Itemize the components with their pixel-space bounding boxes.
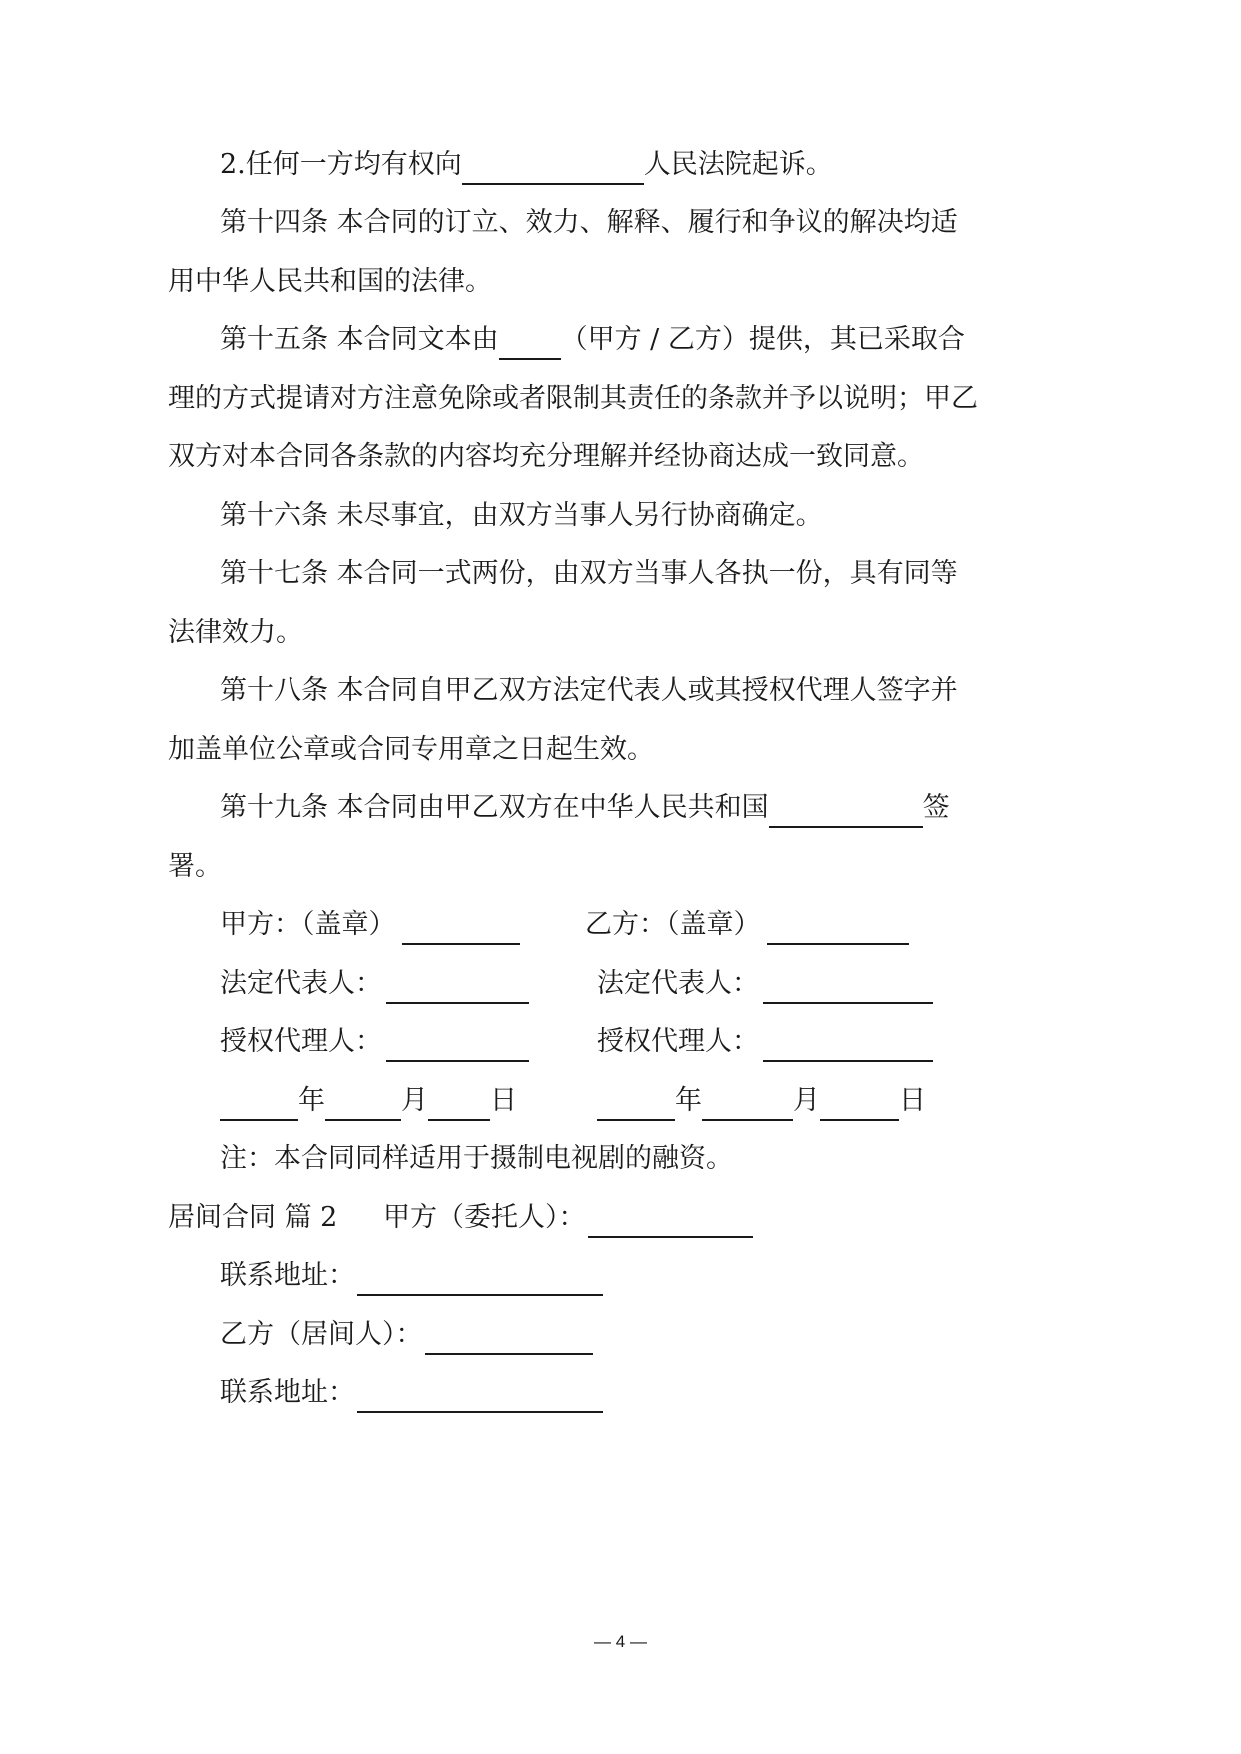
party-a-agent-label: 授权代理人：: [220, 1026, 382, 1057]
party-b-legal-rep-label: 法定代表人：: [597, 968, 759, 999]
party-a-year-blank: [220, 1081, 298, 1121]
contract-2-party-b-line: [220, 1315, 593, 1355]
party-a-day-label: 日: [490, 1085, 517, 1116]
item-2-suffix: 人民法院起诉。: [643, 149, 833, 180]
party-a-month-blank: [325, 1081, 401, 1121]
contract-2-address-b-label: 联系地址：: [220, 1377, 355, 1408]
party-a-seal-label: 甲方：（盖章）: [220, 909, 396, 940]
party-a-seal-blank: [402, 905, 520, 945]
article-18-line-1: 第十八条 本合同自甲乙双方法定代表人或其授权代理人签字并: [220, 675, 958, 706]
party-b-seal-blank: [767, 905, 909, 945]
party-b-seal-label: 乙方：（盖章）: [585, 909, 761, 940]
court-blank: [462, 145, 644, 185]
party-a-date-line: [220, 1081, 517, 1121]
contract-2-party-a-line: [383, 1198, 753, 1238]
note: 注：本合同同样适用于摄制电视剧的融资。: [220, 1143, 733, 1174]
contract-2-address-a-label: 联系地址：: [220, 1260, 355, 1291]
article-18-line-2: 加盖单位公章或合同专用章之日起生效。: [168, 734, 654, 765]
article-15-prefix: 第十五条 本合同文本由: [220, 324, 499, 355]
party-a-legal-rep-line: [220, 964, 529, 1004]
party-a-legal-rep-label: 法定代表人：: [220, 968, 382, 999]
article-14-line-1: 第十四条 本合同的订立、效力、解释、履行和争议的解决均适: [220, 207, 958, 238]
party-a-day-blank: [428, 1081, 490, 1121]
article-15-line-1: [220, 320, 965, 360]
party-b-date-line: [597, 1081, 926, 1121]
party-a-agent-line: [220, 1022, 529, 1062]
party-b-seal-line: [585, 905, 909, 945]
contract-2-title: 居间合同 篇 2: [168, 1202, 338, 1233]
article-19-suffix: 签: [922, 792, 950, 823]
article-16: 第十六条 未尽事宜，由双方当事人另行协商确定。: [220, 500, 823, 531]
party-b-day-blank: [820, 1081, 899, 1121]
item-2-prefix: 2.任何一方均有权向: [220, 149, 462, 180]
article-19-line-2: 署。: [168, 851, 222, 882]
article-19-line-1: [220, 788, 950, 828]
party-b-month-label: 月: [793, 1085, 820, 1116]
party-a-year-label: 年: [298, 1085, 325, 1116]
signing-place-blank: [769, 788, 923, 828]
party-a-legal-rep-blank: [386, 964, 529, 1004]
contract-2-party-a-label: 甲方（委托人）：: [383, 1202, 586, 1233]
article-19-prefix: 第十九条 本合同由甲乙双方在中华人民共和国: [220, 792, 769, 823]
provider-blank: [499, 320, 561, 360]
article-15-suffix: （甲方 / 乙方）提供，其已采取合: [560, 324, 965, 355]
contract-2-party-b-blank: [425, 1315, 593, 1355]
contract-2-address-a-line: [220, 1256, 603, 1296]
party-b-year-blank: [597, 1081, 675, 1121]
party-a-seal-line: [220, 905, 520, 945]
party-b-agent-line: [597, 1022, 933, 1062]
party-b-legal-rep-line: [597, 964, 933, 1004]
party-b-year-label: 年: [675, 1085, 702, 1116]
article-14-line-2: 用中华人民共和国的法律。: [168, 266, 492, 297]
party-b-agent-label: 授权代理人：: [597, 1026, 759, 1057]
article-17-line-1: 第十七条 本合同一式两份，由双方当事人各执一份，具有同等: [220, 558, 958, 589]
party-a-month-label: 月: [401, 1085, 428, 1116]
contract-2-party-a-blank: [588, 1198, 753, 1238]
article-15-line-2: 理的方式提请对方注意免除或者限制其责任的条款并予以说明；甲乙: [168, 383, 978, 414]
party-b-month-blank: [702, 1081, 793, 1121]
article-17-line-2: 法律效力。: [168, 617, 303, 648]
contract-2-address-b-line: [220, 1373, 603, 1413]
party-b-day-label: 日: [899, 1085, 926, 1116]
contract-2-address-a-blank: [357, 1256, 603, 1296]
contract-2-party-b-label: 乙方（居间人）：: [220, 1319, 423, 1350]
item-2-line: [220, 145, 833, 185]
article-15-line-3: 双方对本合同各条款的内容均充分理解并经协商达成一致同意。: [168, 441, 924, 472]
party-b-legal-rep-blank: [763, 964, 933, 1004]
party-a-agent-blank: [386, 1022, 529, 1062]
contract-2-address-b-blank: [357, 1373, 603, 1413]
page-number: — 4 —: [594, 1632, 647, 1651]
party-b-agent-blank: [763, 1022, 933, 1062]
